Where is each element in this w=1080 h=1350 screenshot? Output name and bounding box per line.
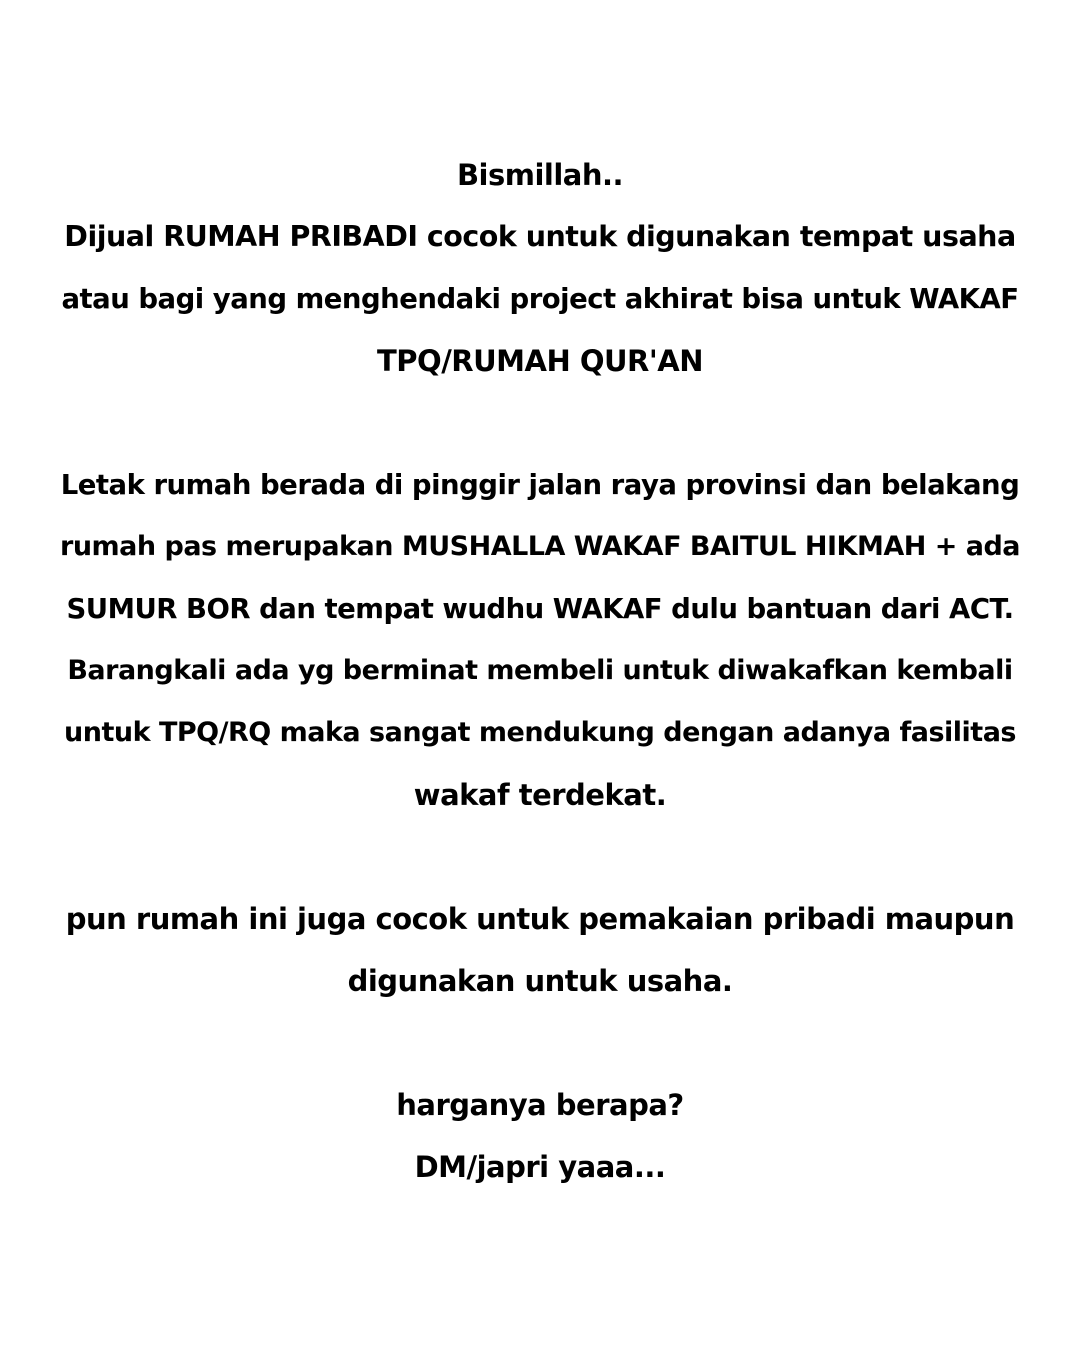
paragraph-gap bbox=[60, 826, 1020, 888]
location-line-6: wakaf terdekat. bbox=[413, 778, 667, 812]
location-line-2: rumah pas merupakan MUSHALLA WAKAF BAITUL HIKMAH + ada bbox=[60, 531, 1021, 562]
location-paragraph bbox=[60, 454, 1020, 826]
location-line-4: Barangkali ada yg berminat membeli untuk diwakafkan kembali bbox=[67, 655, 1013, 686]
location-line-3: SUMUR BOR dan tempat wudhu WAKAF dulu bantuan dari ACT. bbox=[66, 593, 1014, 625]
location-line-1: Letak rumah berada di pinggir jalan raya provinsi dan belakang bbox=[60, 469, 1020, 501]
intro-paragraph bbox=[60, 144, 1020, 392]
price-paragraph bbox=[60, 1074, 1020, 1198]
intro-line-2: atau bagi yang menghendaki project akhirat bisa untuk WAKAF bbox=[61, 283, 1019, 315]
post-text-block bbox=[60, 144, 1020, 1198]
paragraph-gap bbox=[60, 1012, 1020, 1074]
paragraph-gap bbox=[60, 392, 1020, 454]
intro-line-3: TPQ/RUMAH QUR'AN bbox=[377, 344, 703, 378]
greeting-text: Bismillah.. bbox=[456, 158, 624, 192]
usage-line-1: pun rumah ini juga cocok untuk pemakaian pribadi maupun bbox=[65, 902, 1015, 936]
usage-line-2: digunakan untuk usaha. bbox=[347, 964, 733, 998]
intro-line-1: Dijual RUMAH PRIBADI cocok untuk digunakan tempat usaha bbox=[64, 220, 1016, 253]
usage-paragraph bbox=[60, 888, 1020, 1012]
location-line-5: untuk TPQ/RQ maka sangat mendukung dengan adanya fasilitas bbox=[64, 717, 1016, 748]
price-question: harganya berapa? bbox=[396, 1088, 684, 1122]
price-answer: DM/japri yaaa... bbox=[414, 1150, 666, 1184]
